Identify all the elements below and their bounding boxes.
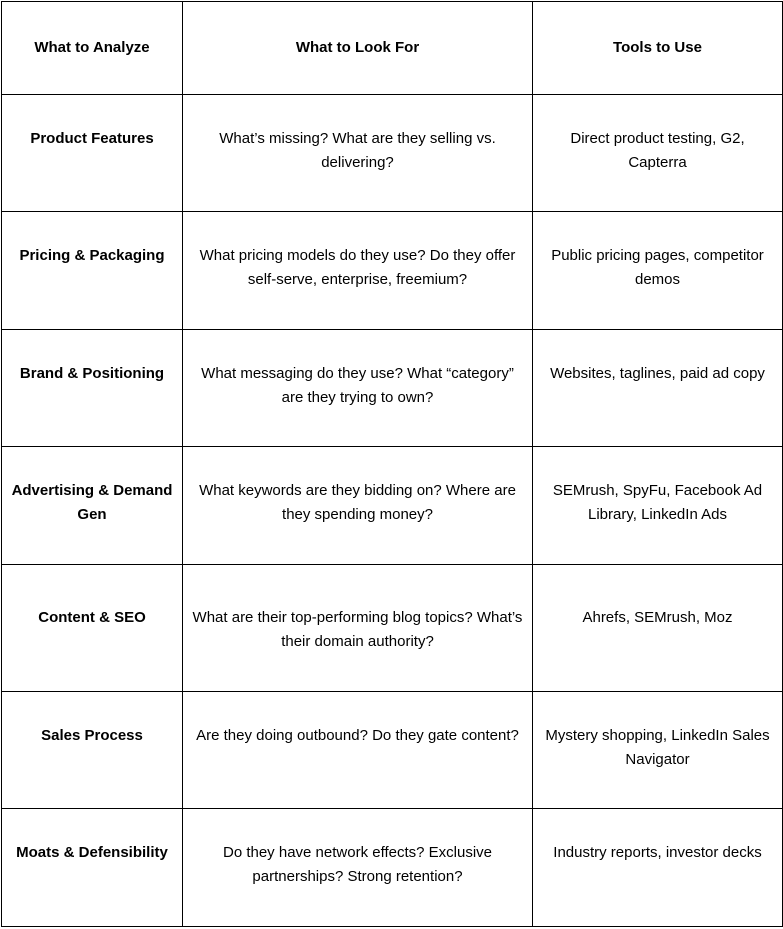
header-what-to-analyze: What to Analyze bbox=[2, 2, 183, 95]
table-row bbox=[2, 565, 783, 692]
table-row bbox=[2, 692, 783, 809]
tools-cell: Direct product testing, G2, Capterra bbox=[533, 95, 783, 212]
analyze-cell: Pricing & Packaging bbox=[2, 212, 183, 330]
table-row bbox=[2, 95, 783, 212]
look-for-cell: What keywords are they bidding on? Where are they spending money? bbox=[183, 447, 533, 565]
tools-cell: Ahrefs, SEMrush, Moz bbox=[533, 565, 783, 692]
table-row bbox=[2, 212, 783, 330]
header-tools-to-use: Tools to Use bbox=[533, 2, 783, 95]
look-for-cell: What are their top-performing blog topics? What’s their domain authority? bbox=[183, 565, 533, 692]
analyze-cell: Sales Process bbox=[2, 692, 183, 809]
tools-cell: Public pricing pages, competitor demos bbox=[533, 212, 783, 330]
header-what-to-look-for: What to Look For bbox=[183, 2, 533, 95]
table-row bbox=[2, 447, 783, 565]
analysis-table bbox=[1, 1, 783, 927]
look-for-cell: Are they doing outbound? Do they gate content? bbox=[183, 692, 533, 809]
analyze-cell: Product Features bbox=[2, 95, 183, 212]
tools-cell: Websites, taglines, paid ad copy bbox=[533, 330, 783, 447]
analyze-cell: Content & SEO bbox=[2, 565, 183, 692]
analyze-cell: Advertising & Demand Gen bbox=[2, 447, 183, 565]
tools-cell: Industry reports, investor decks bbox=[533, 809, 783, 927]
table-row bbox=[2, 330, 783, 447]
table-row bbox=[2, 809, 783, 927]
look-for-cell: What pricing models do they use? Do they offer self-serve, enterprise, freemium? bbox=[183, 212, 533, 330]
analyze-cell: Brand & Positioning bbox=[2, 330, 183, 447]
tools-cell: SEMrush, SpyFu, Facebook Ad Library, LinkedIn Ads bbox=[533, 447, 783, 565]
look-for-cell: Do they have network effects? Exclusive partnerships? Strong retention? bbox=[183, 809, 533, 927]
table-header-row bbox=[2, 2, 783, 95]
look-for-cell: What messaging do they use? What “category” are they trying to own? bbox=[183, 330, 533, 447]
look-for-cell: What’s missing? What are they selling vs. delivering? bbox=[183, 95, 533, 212]
analyze-cell: Moats & Defensibility bbox=[2, 809, 183, 927]
tools-cell: Mystery shopping, LinkedIn Sales Navigator bbox=[533, 692, 783, 809]
